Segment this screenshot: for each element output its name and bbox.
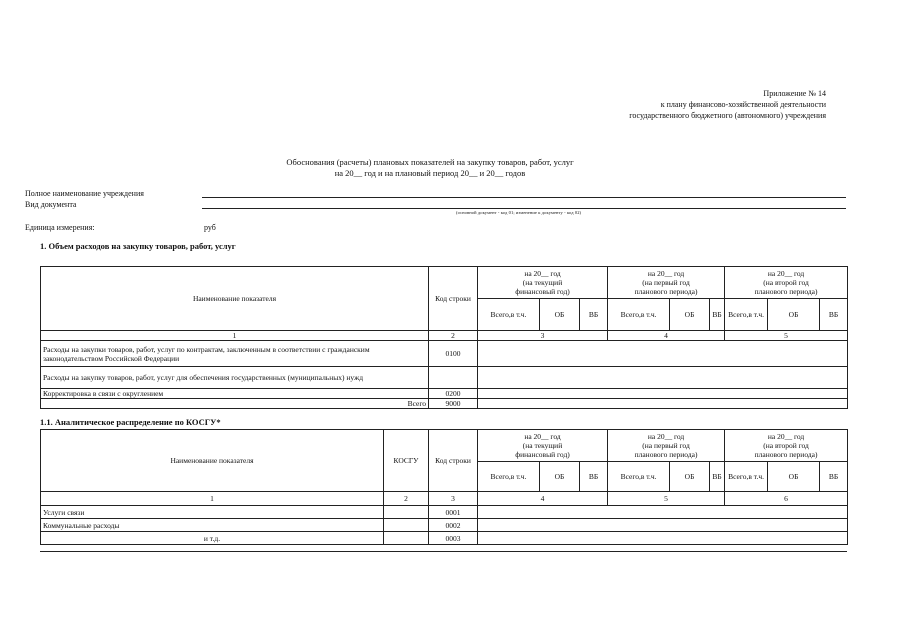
bottom-divider: [40, 551, 847, 552]
row-code: 0100: [429, 341, 478, 367]
subheader-ob: ОБ: [670, 299, 710, 331]
row-code: [429, 367, 478, 389]
kosgu-table: [40, 429, 848, 545]
doc-type-line[interactable]: [202, 208, 846, 209]
row-name: Расходы на закупку товаров, работ, услуг для обеспечения государственных (муниципальных) нужд: [41, 367, 429, 389]
row-name: Услуги связи: [41, 506, 384, 519]
table-row: [41, 367, 848, 389]
value-cell[interactable]: [725, 389, 848, 399]
subheader-total: Всего,в т.ч.: [608, 462, 670, 492]
table-row: [41, 532, 848, 545]
subheader-total: Всего,в т.ч.: [608, 299, 670, 331]
appendix-line-2: к плану финансово-хозяйственной деятельности: [660, 100, 826, 109]
column-number: 4: [478, 492, 608, 506]
header-code: Код строки: [429, 430, 478, 492]
value-cell[interactable]: [478, 506, 608, 519]
unit-label: Единица измерения:: [25, 223, 95, 232]
subheader-ob: ОБ: [540, 299, 580, 331]
appendix-line-1: Приложение № 14: [763, 89, 826, 98]
value-cell[interactable]: [478, 532, 608, 545]
column-number: 6: [725, 492, 848, 506]
unit-value: руб: [204, 223, 216, 232]
value-cell[interactable]: [478, 399, 608, 409]
value-cell[interactable]: [608, 506, 725, 519]
header-kosgu: КОСГУ: [384, 430, 429, 492]
table-row: [41, 399, 848, 409]
value-cell[interactable]: [478, 341, 608, 367]
value-cell[interactable]: [725, 506, 848, 519]
subheader-ob: ОБ: [670, 462, 710, 492]
header-year-current: на 20__ год (на текущий финансовый год): [478, 267, 608, 299]
header-year-current: на 20__ год (на текущий финансовый год): [478, 430, 608, 462]
value-cell[interactable]: [725, 399, 848, 409]
column-number: 1: [41, 492, 384, 506]
subheader-ob: ОБ: [768, 462, 820, 492]
column-number: 3: [478, 331, 608, 341]
appendix-line-3: государственного бюджетного (автономного) учреждения: [629, 111, 826, 120]
value-cell[interactable]: [725, 341, 848, 367]
column-number: 2: [384, 492, 429, 506]
institution-line[interactable]: [202, 197, 846, 198]
column-number: 1: [41, 331, 429, 341]
column-number: 5: [725, 331, 848, 341]
row-code: 0001: [429, 506, 478, 519]
subheader-ob: ОБ: [540, 462, 580, 492]
subheader-vb: ВБ: [580, 299, 608, 331]
header-year-first-plan: на 20__ год (на первый год планового периода): [608, 430, 725, 462]
subheader-total: Всего,в т.ч.: [725, 299, 768, 331]
value-cell[interactable]: [478, 367, 608, 389]
row-code: 0003: [429, 532, 478, 545]
column-number: 3: [429, 492, 478, 506]
doc-type-hint: (основной документ - код 01; изменение к документу - код 02): [456, 210, 582, 215]
value-cell[interactable]: [608, 341, 725, 367]
header-name: Наименование показателя: [41, 430, 384, 492]
document-title: [240, 157, 620, 179]
subheader-vb: ВБ: [820, 462, 848, 492]
value-cell[interactable]: [725, 519, 848, 532]
row-code: 0002: [429, 519, 478, 532]
appendix-note: [560, 88, 826, 121]
doc-type-label: Вид документа: [25, 200, 77, 209]
header-name: Наименование показателя: [41, 267, 429, 331]
kosgu-cell[interactable]: [384, 506, 429, 519]
header-year-second-plan: на 20__ год (на второй год планового периода): [725, 267, 848, 299]
expenses-table: [40, 266, 848, 409]
kosgu-cell[interactable]: [384, 532, 429, 545]
section-2-title: 1.1. Аналитическое распределение по КОСГУ*: [40, 417, 221, 427]
value-cell[interactable]: [608, 389, 725, 399]
row-name-total: Всего: [41, 399, 429, 409]
value-cell[interactable]: [725, 532, 848, 545]
value-cell[interactable]: [725, 367, 848, 389]
value-cell[interactable]: [608, 367, 725, 389]
subheader-vb: ВБ: [710, 462, 725, 492]
row-code: 9000: [429, 399, 478, 409]
table-row: [41, 519, 848, 532]
value-cell[interactable]: [608, 519, 725, 532]
column-number: 5: [608, 492, 725, 506]
column-number: 2: [429, 331, 478, 341]
row-code: 0200: [429, 389, 478, 399]
value-cell[interactable]: [608, 532, 725, 545]
document-title-line-2: на 20__ год и на плановый период 20__ и 20__ годов: [334, 168, 526, 178]
section-1-title: 1. Объем расходов на закупку товаров, работ, услуг: [40, 241, 236, 251]
column-number: 4: [608, 331, 725, 341]
subheader-vb: ВБ: [710, 299, 725, 331]
kosgu-cell[interactable]: [384, 519, 429, 532]
institution-label: Полное наименование учреждения: [25, 189, 144, 198]
table-row: [41, 506, 848, 519]
row-name: Коммунальные расходы: [41, 519, 384, 532]
value-cell[interactable]: [478, 389, 608, 399]
document-title-line-1: Обоснования (расчеты) плановых показателей на закупку товаров, работ, услуг: [286, 157, 574, 167]
value-cell[interactable]: [608, 399, 725, 409]
header-code: Код строки: [429, 267, 478, 331]
subheader-vb: ВБ: [580, 462, 608, 492]
row-name: Корректировка в связи с округлением: [41, 389, 429, 399]
table-row: [41, 389, 848, 399]
subheader-total: Всего,в т.ч.: [725, 462, 768, 492]
value-cell[interactable]: [478, 519, 608, 532]
header-year-first-plan: на 20__ год (на первый год планового периода): [608, 267, 725, 299]
subheader-total: Всего,в т.ч.: [478, 462, 540, 492]
subheader-ob: ОБ: [768, 299, 820, 331]
row-name: и т.д.: [41, 532, 384, 545]
table-row: [41, 341, 848, 367]
row-name: Расходы на закупки товаров, работ, услуг по контрактам, заключенным в соответствии с гражданским законодательством Российской Федерации: [41, 341, 429, 367]
header-year-second-plan: на 20__ год (на второй год планового периода): [725, 430, 848, 462]
subheader-total: Всего,в т.ч.: [478, 299, 540, 331]
subheader-vb: ВБ: [820, 299, 848, 331]
